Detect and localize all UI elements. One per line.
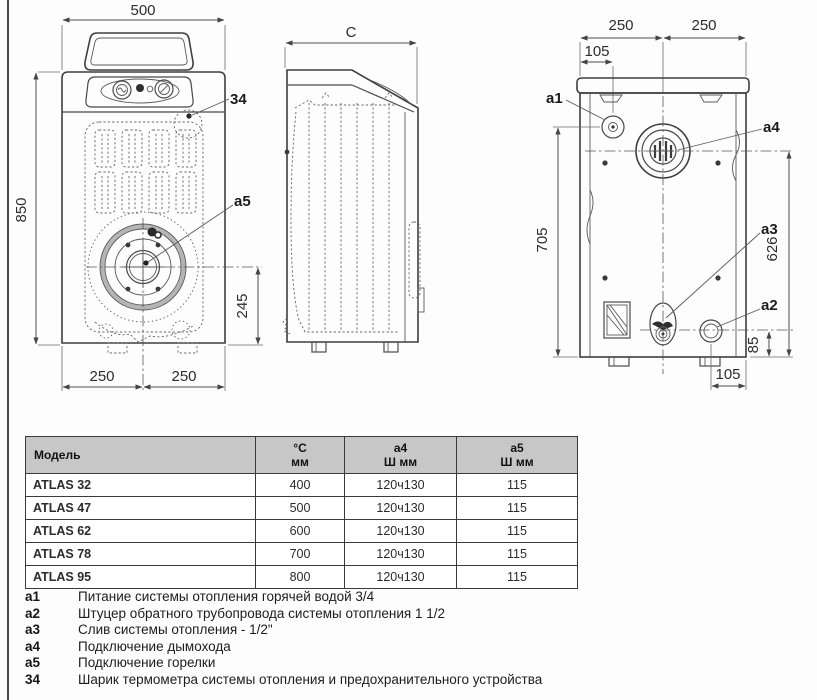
legend-key: a5 xyxy=(25,655,41,671)
front-dim-height: 850 xyxy=(13,197,30,223)
front-dim-width: 500 xyxy=(130,2,156,19)
c-cell: 800 xyxy=(256,566,345,589)
connections-legend xyxy=(25,589,785,689)
legend-text: Подключение дымохода xyxy=(78,638,231,654)
legend-key: a4 xyxy=(25,638,41,654)
back-view xyxy=(534,17,793,390)
side-view xyxy=(283,24,424,352)
a4-cell: 120ч130 xyxy=(345,566,457,589)
legend-text: Штуцер обратного трубопровода системы отопления 1 1/2 xyxy=(78,605,446,621)
legend-key: a1 xyxy=(25,589,41,604)
back-callout-a3: a3 xyxy=(761,221,778,238)
a5-cell: 115 xyxy=(457,497,578,520)
back-dim-705: 705 xyxy=(534,227,551,253)
indicator-light xyxy=(136,84,144,92)
col-header-a4: a4 Ш мм xyxy=(345,437,457,474)
legend-item xyxy=(25,655,785,672)
legend-item xyxy=(25,639,785,656)
model-cell: ATLAS 95 xyxy=(26,566,256,589)
legend-text: Слив системы отопления - 1/2" xyxy=(78,622,273,638)
a5-cell: 115 xyxy=(457,520,578,543)
back-callout-a4: a4 xyxy=(763,119,780,136)
legend-text: Подключение горелки xyxy=(78,655,216,671)
c-cell: 700 xyxy=(256,543,345,566)
legend-item xyxy=(25,672,785,689)
legend-item xyxy=(25,622,785,639)
side-dim-depth: C xyxy=(345,24,357,41)
c-cell: 500 xyxy=(256,497,345,520)
table-row xyxy=(26,543,578,566)
a4-cell: 120ч130 xyxy=(345,543,457,566)
table-row xyxy=(26,497,578,520)
legend-key: 34 xyxy=(25,671,41,687)
back-dim-a1-offset: 105 xyxy=(584,43,610,60)
col-header-a5: a5 Ш мм xyxy=(457,437,578,474)
back-dim-626: 626 xyxy=(764,236,781,262)
front-plate-slots xyxy=(95,130,196,213)
legend-item xyxy=(25,589,785,606)
front-dim-bottom-left: 250 xyxy=(89,368,115,385)
table-row xyxy=(26,474,578,497)
model-cell: ATLAS 32 xyxy=(26,474,256,497)
a4-cell: 120ч130 xyxy=(345,474,457,497)
front-callout-a5: a5 xyxy=(234,193,251,210)
a5-cell: 115 xyxy=(457,543,578,566)
page-left-border xyxy=(7,0,9,700)
front-view xyxy=(13,2,263,391)
table-row xyxy=(26,520,578,543)
col-header-model: Модель xyxy=(26,437,256,474)
c-cell: 600 xyxy=(256,520,345,543)
back-dim-85: 85 xyxy=(745,336,762,354)
back-callout-a1: a1 xyxy=(546,90,563,107)
back-callout-a2: a2 xyxy=(761,297,778,314)
a5-cell: 115 xyxy=(457,474,578,497)
back-dim-top-left: 250 xyxy=(608,17,634,34)
front-dim-burner: 245 xyxy=(234,293,251,319)
legend-key: a3 xyxy=(25,622,41,638)
front-callout-34: 34 xyxy=(230,91,247,108)
legend-key: a2 xyxy=(25,605,41,621)
table-row xyxy=(26,566,578,589)
c-cell: 400 xyxy=(256,474,345,497)
model-cell: ATLAS 78 xyxy=(26,543,256,566)
a4-cell: 120ч130 xyxy=(345,497,457,520)
legend-item xyxy=(25,606,785,623)
model-cell: ATLAS 62 xyxy=(26,520,256,543)
a4-cell: 120ч130 xyxy=(345,520,457,543)
back-dim-top-right: 250 xyxy=(691,17,717,34)
back-dim-105-bottom: 105 xyxy=(715,366,741,383)
spec-table xyxy=(25,436,578,589)
col-header-c: °C мм xyxy=(256,437,345,474)
legend-text: Питание системы отопления горячей водой 3/4 xyxy=(78,589,375,604)
a5-cell: 115 xyxy=(457,566,578,589)
model-cell: ATLAS 47 xyxy=(26,497,256,520)
front-dim-bottom-right: 250 xyxy=(171,368,197,385)
table-header-row xyxy=(26,437,578,474)
legend-text: Шарик термометра системы отопления и предохранительного устройства xyxy=(78,671,543,687)
